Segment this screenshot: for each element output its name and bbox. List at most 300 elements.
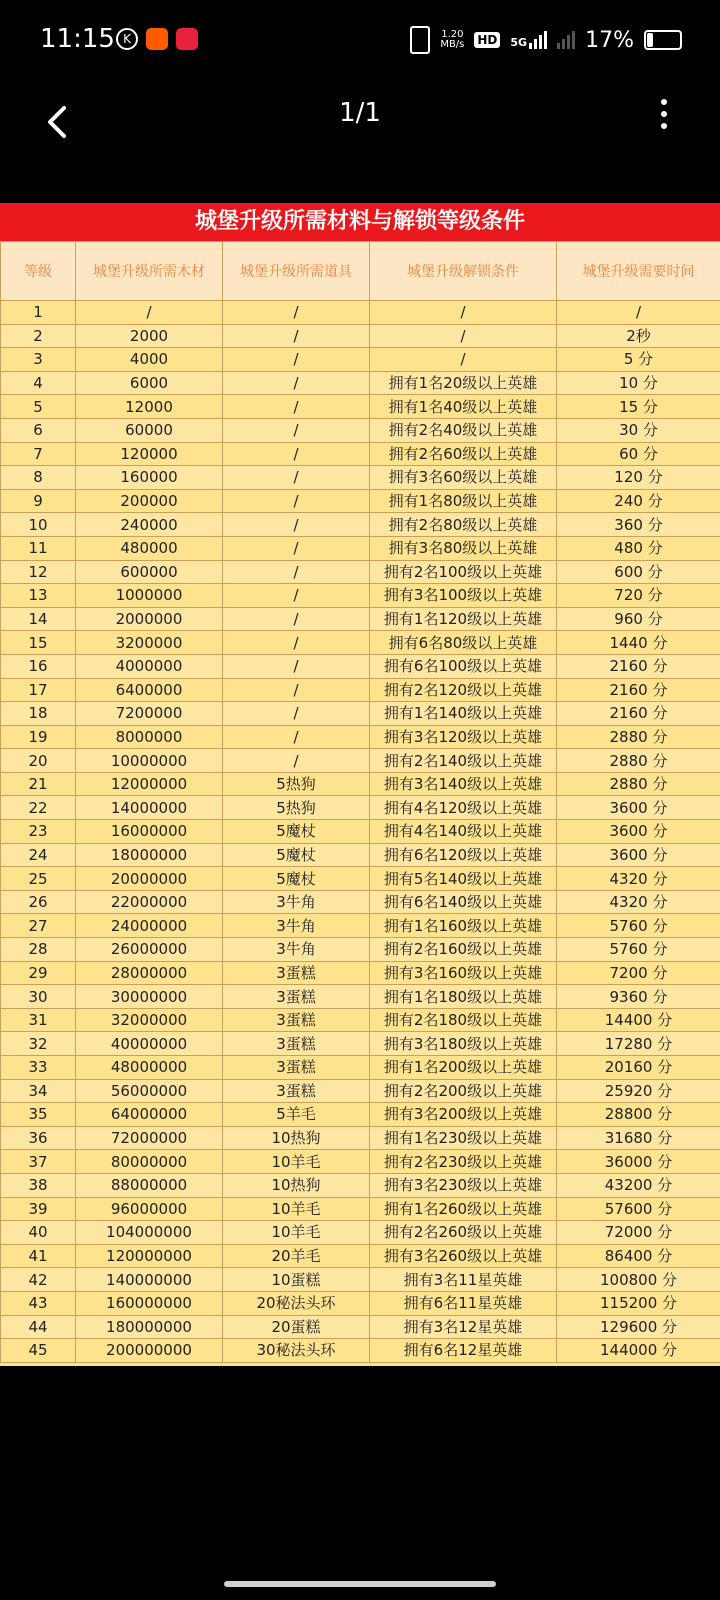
battery-percent: 17% (585, 27, 634, 53)
cell-unlock: / (370, 301, 557, 325)
cell-wood: 12000000 (76, 772, 223, 796)
cell-wood: 26000000 (76, 938, 223, 962)
cell-level: 40 (1, 1221, 76, 1245)
table-row (1, 678, 720, 702)
cell-time: 120 分 (557, 466, 720, 490)
cell-items: / (223, 654, 370, 678)
cell-unlock: 拥有3名140级以上英雄 (370, 772, 557, 796)
cell-unlock: 拥有6名12星英雄 (370, 1339, 557, 1363)
cell-time: 2160 分 (557, 702, 720, 726)
table-row (1, 772, 720, 796)
image-content[interactable] (0, 203, 720, 1366)
network-speed (440, 30, 464, 50)
cell-items: 3蛋糕 (223, 1079, 370, 1103)
cell-wood: 1000000 (76, 584, 223, 608)
cell-level: 23 (1, 820, 76, 844)
cell-time: 4320 分 (557, 867, 720, 891)
cell-items: / (223, 702, 370, 726)
cell-level: 11 (1, 536, 76, 560)
cell-unlock: 拥有2名200级以上英雄 (370, 1079, 557, 1103)
upgrade-table (0, 241, 720, 1363)
gesture-bar[interactable] (224, 1581, 496, 1587)
table-row (1, 1268, 720, 1292)
table-row (1, 985, 720, 1009)
cell-items: 20蛋糕 (223, 1315, 370, 1339)
cell-time: 30 分 (557, 418, 720, 442)
table-row (1, 513, 720, 537)
cell-wood: 14000000 (76, 796, 223, 820)
network-speed-value: 1.20 (441, 29, 464, 40)
cell-items: 10羊毛 (223, 1197, 370, 1221)
cell-unlock: 拥有4名140级以上英雄 (370, 820, 557, 844)
cell-items: 20羊毛 (223, 1244, 370, 1268)
cell-time: 5 分 (557, 348, 720, 372)
cell-level: 4 (1, 371, 76, 395)
table-row (1, 1173, 720, 1197)
cell-time: 28800 分 (557, 1103, 720, 1127)
table-row (1, 867, 720, 891)
cell-unlock: 拥有3名200级以上英雄 (370, 1103, 557, 1127)
cell-time: 72000 分 (557, 1221, 720, 1245)
network-type: 5G (510, 36, 528, 49)
cell-level: 42 (1, 1268, 76, 1292)
header-unlock: 城堡升级解锁条件 (370, 242, 557, 301)
cell-wood: 40000000 (76, 1032, 223, 1056)
cell-time: 2160 分 (557, 654, 720, 678)
cell-items: 10羊毛 (223, 1150, 370, 1174)
cell-items: 3牛角 (223, 914, 370, 938)
cell-wood: 56000000 (76, 1079, 223, 1103)
cell-time: 2880 分 (557, 749, 720, 773)
table-row (1, 466, 720, 490)
cell-wood: 20000000 (76, 867, 223, 891)
cell-items: 3蛋糕 (223, 961, 370, 985)
header-items: 城堡升级所需道具 (223, 242, 370, 301)
cell-wood: 104000000 (76, 1221, 223, 1245)
cell-unlock: 拥有2名60级以上英雄 (370, 442, 557, 466)
cell-wood: 6400000 (76, 678, 223, 702)
cell-items: 5魔杖 (223, 867, 370, 891)
cell-wood: 12000 (76, 395, 223, 419)
shopping-app-icon (146, 28, 168, 50)
battery-icon (644, 30, 682, 50)
cell-unlock: 拥有2名80级以上英雄 (370, 513, 557, 537)
table-header-row (1, 242, 720, 301)
cell-unlock: 拥有6名11星英雄 (370, 1291, 557, 1315)
cell-items: 10热狗 (223, 1173, 370, 1197)
cell-wood: 30000000 (76, 985, 223, 1009)
cell-items: 3蛋糕 (223, 1008, 370, 1032)
cell-time: 3600 分 (557, 820, 720, 844)
cell-wood: 200000000 (76, 1339, 223, 1363)
cell-level: 29 (1, 961, 76, 985)
cell-unlock: 拥有3名11星英雄 (370, 1268, 557, 1292)
cell-items: / (223, 631, 370, 655)
cell-time: 2160 分 (557, 678, 720, 702)
cell-time: 100800 分 (557, 1268, 720, 1292)
cell-level: 10 (1, 513, 76, 537)
table-row (1, 560, 720, 584)
table-row (1, 1221, 720, 1245)
cell-items: / (223, 348, 370, 372)
cell-time: 25920 分 (557, 1079, 720, 1103)
cell-level: 18 (1, 702, 76, 726)
cell-unlock: 拥有2名160级以上英雄 (370, 938, 557, 962)
status-time: 11:15 (40, 24, 115, 54)
cell-wood: 18000000 (76, 843, 223, 867)
table-row (1, 725, 720, 749)
cell-unlock: 拥有2名40级以上英雄 (370, 418, 557, 442)
cell-level: 20 (1, 749, 76, 773)
cell-wood: 6000 (76, 371, 223, 395)
cell-unlock: 拥有3名230级以上英雄 (370, 1173, 557, 1197)
hd-icon: HD (474, 32, 500, 48)
cell-time: 20160 分 (557, 1056, 720, 1080)
cell-time: 1440 分 (557, 631, 720, 655)
cell-time: 360 分 (557, 513, 720, 537)
cell-wood: 60000 (76, 418, 223, 442)
table-row (1, 1291, 720, 1315)
cell-level: 35 (1, 1103, 76, 1127)
table-row (1, 890, 720, 914)
cell-level: 30 (1, 985, 76, 1009)
cell-wood: 180000000 (76, 1315, 223, 1339)
cell-time: 5760 分 (557, 938, 720, 962)
table-row (1, 914, 720, 938)
cell-items: 5热狗 (223, 772, 370, 796)
cell-items: / (223, 584, 370, 608)
cell-level: 26 (1, 890, 76, 914)
cell-level: 27 (1, 914, 76, 938)
cell-level: 34 (1, 1079, 76, 1103)
cell-wood: 120000 (76, 442, 223, 466)
cell-unlock: 拥有1名230级以上英雄 (370, 1126, 557, 1150)
table-row (1, 1079, 720, 1103)
cell-level: 3 (1, 348, 76, 372)
cell-items: 10热狗 (223, 1126, 370, 1150)
cell-level: 7 (1, 442, 76, 466)
cell-level: 8 (1, 466, 76, 490)
cell-unlock: 拥有3名180级以上英雄 (370, 1032, 557, 1056)
cell-unlock: 拥有2名100级以上英雄 (370, 560, 557, 584)
table-title: 城堡升级所需材料与解锁等级条件 (0, 203, 720, 241)
cell-unlock: 拥有6名140级以上英雄 (370, 890, 557, 914)
cell-level: 24 (1, 843, 76, 867)
table-row (1, 1150, 720, 1174)
network-speed-unit: MB/s (440, 39, 465, 50)
cell-time: 2秒 (557, 324, 720, 348)
cell-unlock: 拥有6名120级以上英雄 (370, 843, 557, 867)
cell-items: 10羊毛 (223, 1221, 370, 1245)
cell-items: / (223, 607, 370, 631)
table-row (1, 395, 720, 419)
table-row (1, 442, 720, 466)
signal-bars-icon (529, 31, 547, 49)
cell-time: 600 分 (557, 560, 720, 584)
table-row (1, 1126, 720, 1150)
cell-time: 17280 分 (557, 1032, 720, 1056)
cell-time: 4320 分 (557, 890, 720, 914)
cell-wood: 24000000 (76, 914, 223, 938)
cell-time: 115200 分 (557, 1291, 720, 1315)
cell-wood: 2000000 (76, 607, 223, 631)
cell-level: 45 (1, 1339, 76, 1363)
cell-unlock: 拥有6名100级以上英雄 (370, 654, 557, 678)
cell-time: 31680 分 (557, 1126, 720, 1150)
table-row (1, 938, 720, 962)
cell-items: / (223, 301, 370, 325)
table-row (1, 348, 720, 372)
cell-time: 3600 分 (557, 796, 720, 820)
cell-wood: 2000 (76, 324, 223, 348)
cell-wood: 28000000 (76, 961, 223, 985)
table-row (1, 324, 720, 348)
cell-time: 15 分 (557, 395, 720, 419)
table-row (1, 702, 720, 726)
table-row (1, 1103, 720, 1127)
table-row (1, 1244, 720, 1268)
cell-unlock: 拥有3名60级以上英雄 (370, 466, 557, 490)
cell-wood: 480000 (76, 536, 223, 560)
table-row (1, 489, 720, 513)
cell-unlock: / (370, 348, 557, 372)
table-body (1, 301, 720, 1363)
table-row (1, 820, 720, 844)
cell-time: 144000 分 (557, 1339, 720, 1363)
cell-time: 240 分 (557, 489, 720, 513)
cell-unlock: 拥有2名230级以上英雄 (370, 1150, 557, 1174)
cell-items: 3牛角 (223, 938, 370, 962)
cell-unlock: 拥有3名80级以上英雄 (370, 536, 557, 560)
cell-wood: / (76, 301, 223, 325)
cell-level: 37 (1, 1150, 76, 1174)
table-row (1, 631, 720, 655)
header-level: 等级 (1, 242, 76, 301)
cell-level: 5 (1, 395, 76, 419)
table-row (1, 749, 720, 773)
cell-time: 129600 分 (557, 1315, 720, 1339)
signal-bars-2-icon (557, 31, 575, 49)
cell-unlock: 拥有1名40级以上英雄 (370, 395, 557, 419)
cell-items: 3蛋糕 (223, 1056, 370, 1080)
cell-wood: 7200000 (76, 702, 223, 726)
cell-items: 5魔杖 (223, 820, 370, 844)
cell-unlock: 拥有4名120级以上英雄 (370, 796, 557, 820)
cell-level: 14 (1, 607, 76, 631)
cell-unlock: 拥有3名12星英雄 (370, 1315, 557, 1339)
cell-time: 60 分 (557, 442, 720, 466)
cell-items: / (223, 536, 370, 560)
cell-unlock: 拥有2名140级以上英雄 (370, 749, 557, 773)
cell-wood: 88000000 (76, 1173, 223, 1197)
table-row (1, 1197, 720, 1221)
cell-unlock: 拥有1名80级以上英雄 (370, 489, 557, 513)
cell-level: 31 (1, 1008, 76, 1032)
table-row (1, 1315, 720, 1339)
cell-wood: 80000000 (76, 1150, 223, 1174)
cell-level: 39 (1, 1197, 76, 1221)
cell-wood: 120000000 (76, 1244, 223, 1268)
cell-items: 20秘法头环 (223, 1291, 370, 1315)
cell-unlock: 拥有2名120级以上英雄 (370, 678, 557, 702)
table-row (1, 584, 720, 608)
cell-level: 16 (1, 654, 76, 678)
cell-time: 43200 分 (557, 1173, 720, 1197)
cell-wood: 8000000 (76, 725, 223, 749)
cell-wood: 22000000 (76, 890, 223, 914)
cell-wood: 4000000 (76, 654, 223, 678)
cell-level: 43 (1, 1291, 76, 1315)
table-row (1, 796, 720, 820)
cell-items: / (223, 513, 370, 537)
cell-unlock: 拥有1名20级以上英雄 (370, 371, 557, 395)
cell-items: 5热狗 (223, 796, 370, 820)
cell-level: 32 (1, 1032, 76, 1056)
cell-level: 15 (1, 631, 76, 655)
cell-time: 960 分 (557, 607, 720, 631)
cell-level: 38 (1, 1173, 76, 1197)
cell-items: / (223, 442, 370, 466)
table-row (1, 1339, 720, 1363)
cell-time: 480 分 (557, 536, 720, 560)
cell-wood: 64000000 (76, 1103, 223, 1127)
cell-unlock: 拥有3名100级以上英雄 (370, 584, 557, 608)
cell-wood: 96000000 (76, 1197, 223, 1221)
cell-unlock: 拥有1名120级以上英雄 (370, 607, 557, 631)
cell-wood: 160000000 (76, 1291, 223, 1315)
table-row (1, 1008, 720, 1032)
cell-items: 30秘法头环 (223, 1339, 370, 1363)
signal-5g (510, 31, 547, 49)
cell-time: 57600 分 (557, 1197, 720, 1221)
cell-unlock: 拥有3名160级以上英雄 (370, 961, 557, 985)
cell-items: 5羊毛 (223, 1103, 370, 1127)
cell-time: 2880 分 (557, 725, 720, 749)
cell-wood: 160000 (76, 466, 223, 490)
cell-time: 9360 分 (557, 985, 720, 1009)
cell-items: 10蛋糕 (223, 1268, 370, 1292)
table-row (1, 301, 720, 325)
cell-items: / (223, 725, 370, 749)
cell-unlock: 拥有1名260级以上英雄 (370, 1197, 557, 1221)
cell-time: 3600 分 (557, 843, 720, 867)
cell-items: / (223, 678, 370, 702)
cell-level: 19 (1, 725, 76, 749)
table-row (1, 607, 720, 631)
table-row (1, 961, 720, 985)
cell-wood: 600000 (76, 560, 223, 584)
table-row (1, 1056, 720, 1080)
cell-time: 86400 分 (557, 1244, 720, 1268)
cell-time: 10 分 (557, 371, 720, 395)
cell-unlock: 拥有1名160级以上英雄 (370, 914, 557, 938)
cell-items: 3蛋糕 (223, 1032, 370, 1056)
cell-time: 5760 分 (557, 914, 720, 938)
cell-level: 6 (1, 418, 76, 442)
table-row (1, 418, 720, 442)
cell-time: 14400 分 (557, 1008, 720, 1032)
cell-wood: 4000 (76, 348, 223, 372)
cell-items: / (223, 371, 370, 395)
cell-wood: 16000000 (76, 820, 223, 844)
cell-level: 22 (1, 796, 76, 820)
cell-items: / (223, 749, 370, 773)
cell-wood: 140000000 (76, 1268, 223, 1292)
cell-wood: 10000000 (76, 749, 223, 773)
cell-items: / (223, 324, 370, 348)
cell-unlock: 拥有5名140级以上英雄 (370, 867, 557, 891)
cell-time: / (557, 301, 720, 325)
cell-time: 720 分 (557, 584, 720, 608)
cell-items: 3蛋糕 (223, 985, 370, 1009)
cell-unlock: 拥有6名80级以上英雄 (370, 631, 557, 655)
viewer-app-bar (0, 84, 720, 168)
table-row (1, 371, 720, 395)
cell-unlock: 拥有2名180级以上英雄 (370, 1008, 557, 1032)
cell-items: / (223, 560, 370, 584)
cell-level: 17 (1, 678, 76, 702)
notification-app-icon (176, 28, 198, 50)
cell-unlock: 拥有1名140级以上英雄 (370, 702, 557, 726)
status-right-group (410, 26, 682, 54)
battery-fill (647, 33, 653, 47)
cell-items: 5魔杖 (223, 843, 370, 867)
table-row (1, 654, 720, 678)
status-bar (0, 0, 720, 84)
cell-level: 2 (1, 324, 76, 348)
cell-wood: 72000000 (76, 1126, 223, 1150)
vibrate-icon (410, 26, 430, 54)
cell-level: 1 (1, 301, 76, 325)
cell-unlock: 拥有3名260级以上英雄 (370, 1244, 557, 1268)
table-row (1, 536, 720, 560)
header-time: 城堡升级需要时间 (557, 242, 720, 301)
cell-time: 2880 分 (557, 772, 720, 796)
cell-items: / (223, 466, 370, 490)
cell-wood: 3200000 (76, 631, 223, 655)
cell-level: 25 (1, 867, 76, 891)
cell-level: 44 (1, 1315, 76, 1339)
cell-level: 21 (1, 772, 76, 796)
cell-time: 7200 分 (557, 961, 720, 985)
cell-level: 9 (1, 489, 76, 513)
cell-unlock: 拥有1名200级以上英雄 (370, 1056, 557, 1080)
cell-level: 28 (1, 938, 76, 962)
cell-level: 33 (1, 1056, 76, 1080)
cell-time: 36000 分 (557, 1150, 720, 1174)
cell-unlock: 拥有2名260级以上英雄 (370, 1221, 557, 1245)
k-app-icon: K (116, 28, 138, 50)
cell-level: 13 (1, 584, 76, 608)
cell-unlock: 拥有3名120级以上英雄 (370, 725, 557, 749)
cell-wood: 240000 (76, 513, 223, 537)
cell-wood: 200000 (76, 489, 223, 513)
cell-items: / (223, 418, 370, 442)
cell-level: 41 (1, 1244, 76, 1268)
cell-wood: 32000000 (76, 1008, 223, 1032)
table-row (1, 843, 720, 867)
cell-items: / (223, 395, 370, 419)
cell-unlock: 拥有1名180级以上英雄 (370, 985, 557, 1009)
cell-items: / (223, 489, 370, 513)
cell-level: 36 (1, 1126, 76, 1150)
table-row (1, 1032, 720, 1056)
cell-items: 3牛角 (223, 890, 370, 914)
cell-unlock: / (370, 324, 557, 348)
cell-wood: 48000000 (76, 1056, 223, 1080)
more-options-icon[interactable] (658, 94, 670, 134)
page-indicator: 1/1 (339, 98, 381, 128)
